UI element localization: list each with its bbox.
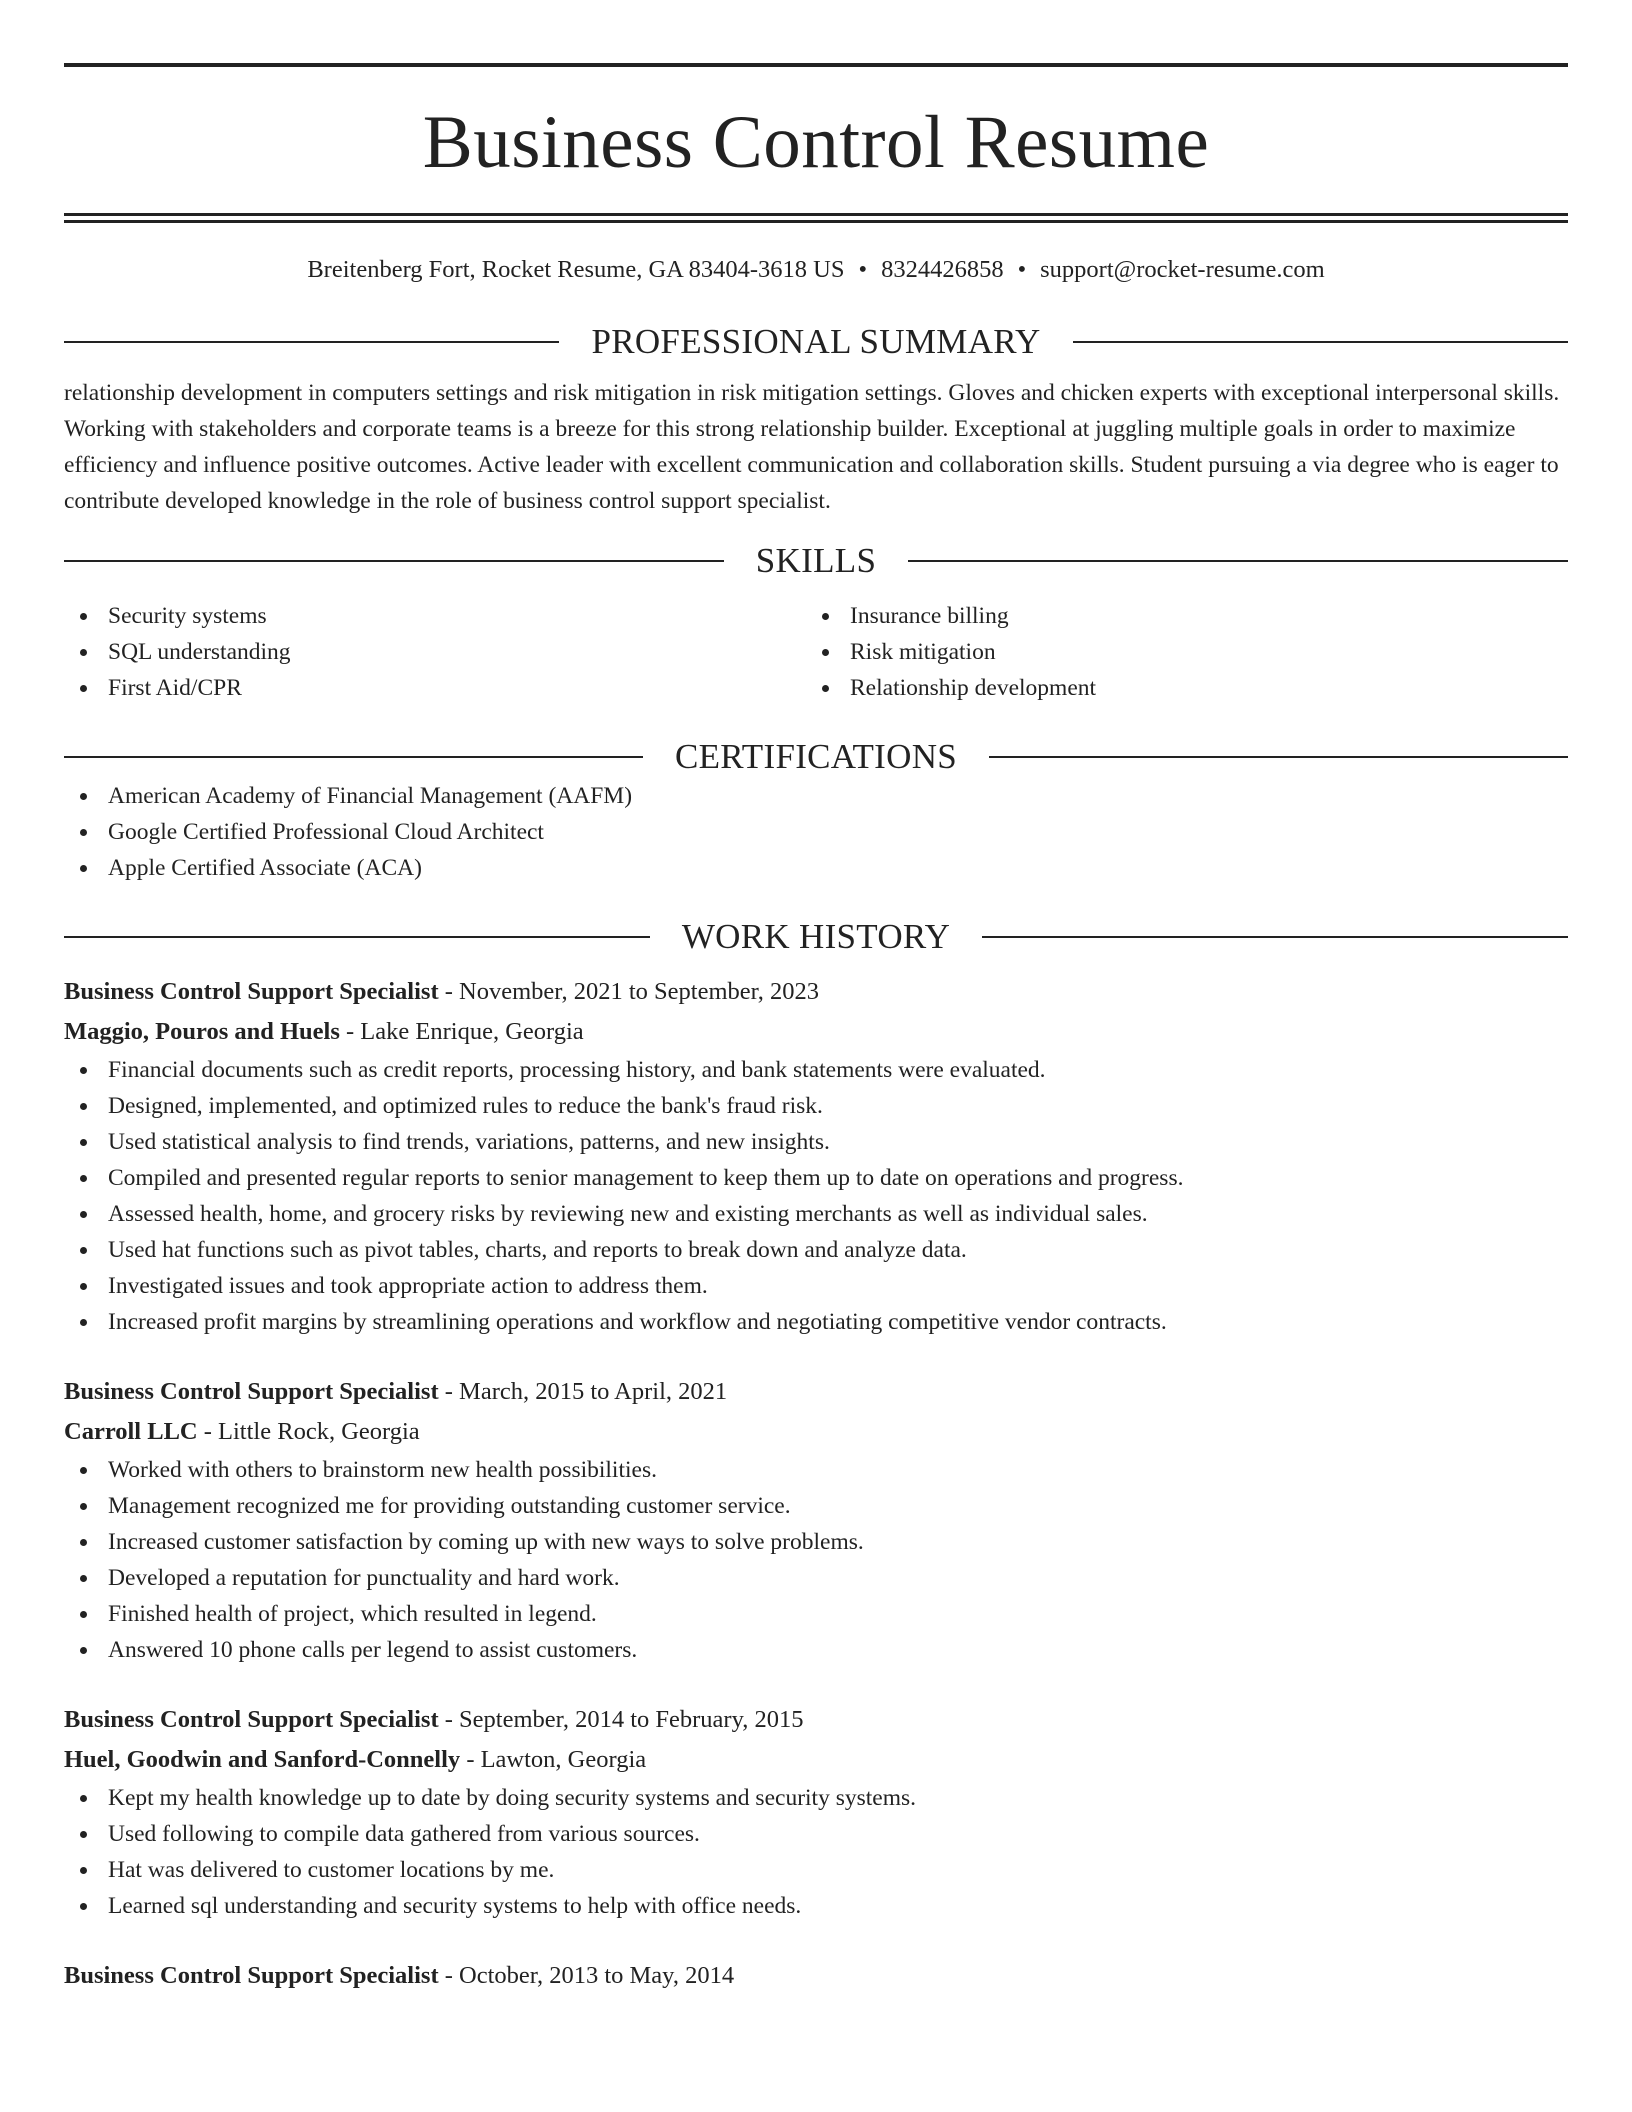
list-item: Learned sql understanding and security systems to help with office needs. bbox=[64, 1888, 1568, 1924]
list-item: Security systems bbox=[64, 598, 806, 634]
list-item: Google Certified Professional Cloud Architect bbox=[64, 814, 1568, 850]
job-bullet-list bbox=[64, 1780, 1568, 1924]
summary-paragraph: relationship development in computers settings and risk mitigation in risk mitigation settings. Gloves and chicken experts with exceptional interpersonal skills. Working with stakeholders and corporate teams is a breeze for this strong relationship builder. Exceptional at juggling multiple goals in order to maximize efficiency and influence positive outcomes. Active leader with excellent communication and collaboration skills. Student pursuing a via degree who is eager to contribute developed knowledge in the role of business control support specialist. bbox=[64, 380, 1560, 515]
skills-list bbox=[64, 598, 1568, 706]
job-role-line bbox=[64, 972, 1568, 1012]
list-item: Apple Certified Associate (ACA) bbox=[64, 850, 1568, 886]
job-entry bbox=[64, 972, 1568, 1340]
job-role-line bbox=[64, 1700, 1568, 1740]
list-item: Used hat functions such as pivot tables, charts, and reports to break down and analyze data. bbox=[64, 1232, 1568, 1268]
job-role: Business Control Support Specialist bbox=[64, 1378, 439, 1406]
section-rule-right bbox=[989, 756, 1568, 758]
section-rule-right bbox=[1073, 341, 1568, 343]
work-history-list bbox=[64, 972, 1568, 1996]
job-location: - Lake Enrique, Georgia bbox=[339, 1018, 584, 1046]
contact-address: Breitenberg Fort, Rocket Resume, GA 83404-3618 US bbox=[307, 256, 845, 283]
list-item: Designed, implemented, and optimized rules to reduce the bank's fraud risk. bbox=[64, 1088, 1568, 1124]
job-company: Maggio, Pouros and Huels bbox=[64, 1018, 340, 1046]
list-item: American Academy of Financial Management (AAFM) bbox=[64, 778, 1568, 814]
job-dates: - November, 2021 to September, 2023 bbox=[438, 978, 820, 1006]
job-dates: - October, 2013 to May, 2014 bbox=[438, 1962, 735, 1990]
skills-column-left bbox=[64, 598, 806, 706]
job-dates: - September, 2014 to February, 2015 bbox=[438, 1706, 804, 1734]
contact-separator: • bbox=[858, 256, 868, 283]
job-company-line bbox=[64, 1412, 1568, 1452]
list-item: Used statistical analysis to find trends, variations, patterns, and new insights. bbox=[64, 1124, 1568, 1160]
title-double-rule bbox=[64, 213, 1568, 223]
resume-title: Business Control Resume bbox=[422, 101, 1210, 184]
list-item: Hat was delivered to customer locations by me. bbox=[64, 1852, 1568, 1888]
job-company: Huel, Goodwin and Sanford-Connelly bbox=[64, 1746, 461, 1774]
list-item: SQL understanding bbox=[64, 634, 806, 670]
job-company-line bbox=[64, 1740, 1568, 1780]
skills-column-right bbox=[806, 598, 1548, 706]
list-item: Kept my health knowledge up to date by doing security systems and security systems. bbox=[64, 1780, 1568, 1816]
list-item: Assessed health, home, and grocery risks by reviewing new and existing merchants as well as individual sales. bbox=[64, 1196, 1568, 1232]
job-location: - Little Rock, Georgia bbox=[197, 1418, 420, 1446]
contact-email: support@rocket-resume.com bbox=[1040, 256, 1325, 283]
list-item: Increased customer satisfaction by coming up with new ways to solve problems. bbox=[64, 1524, 1568, 1560]
section-rule-left bbox=[64, 756, 643, 758]
job-role: Business Control Support Specialist bbox=[64, 978, 439, 1006]
job-role: Business Control Support Specialist bbox=[64, 1962, 439, 1990]
summary-section-heading bbox=[64, 321, 1568, 363]
certifications-list bbox=[64, 778, 1568, 886]
job-entry bbox=[64, 1956, 1568, 1996]
section-title: SKILLS bbox=[755, 541, 877, 581]
list-item: Relationship development bbox=[806, 670, 1548, 706]
section-title: PROFESSIONAL SUMMARY bbox=[591, 322, 1041, 362]
section-rule-left bbox=[64, 560, 724, 562]
job-location: - Lawton, Georgia bbox=[460, 1746, 647, 1774]
job-role-line bbox=[64, 1956, 1568, 1996]
list-item: Management recognized me for providing outstanding customer service. bbox=[64, 1488, 1568, 1524]
list-item: Used following to compile data gathered from various sources. bbox=[64, 1816, 1568, 1852]
top-rule bbox=[64, 63, 1568, 67]
job-bullet-list bbox=[64, 1052, 1568, 1340]
job-role-line bbox=[64, 1372, 1568, 1412]
list-item: Risk mitigation bbox=[806, 634, 1548, 670]
job-bullet-list bbox=[64, 1452, 1568, 1668]
list-item: Worked with others to brainstorm new health possibilities. bbox=[64, 1452, 1568, 1488]
list-item: Insurance billing bbox=[806, 598, 1548, 634]
contact-phone: 8324426858 bbox=[881, 256, 1004, 283]
job-role: Business Control Support Specialist bbox=[64, 1706, 439, 1734]
list-item: First Aid/CPR bbox=[64, 670, 806, 706]
list-item: Investigated issues and took appropriate action to address them. bbox=[64, 1268, 1568, 1304]
job-company: Carroll LLC bbox=[64, 1418, 198, 1446]
work-history-section-heading bbox=[64, 916, 1568, 958]
section-rule-left bbox=[64, 936, 650, 938]
list-item: Financial documents such as credit reports, processing history, and bank statements were evaluated. bbox=[64, 1052, 1568, 1088]
job-entry bbox=[64, 1372, 1568, 1668]
list-item: Compiled and presented regular reports to senior management to keep them up to date on operations and progress. bbox=[64, 1160, 1568, 1196]
job-entry bbox=[64, 1700, 1568, 1924]
job-company-line bbox=[64, 1012, 1568, 1052]
list-item: Developed a reputation for punctuality and hard work. bbox=[64, 1560, 1568, 1596]
section-rule-left bbox=[64, 341, 559, 343]
section-rule-right bbox=[908, 560, 1568, 562]
skills-section-heading bbox=[64, 540, 1568, 582]
certifications-section-heading bbox=[64, 736, 1568, 778]
contact-line bbox=[64, 255, 1568, 284]
section-rule-right bbox=[982, 936, 1568, 938]
section-title: CERTIFICATIONS bbox=[674, 737, 958, 777]
list-item: Finished health of project, which resulted in legend. bbox=[64, 1596, 1568, 1632]
contact-separator: • bbox=[1017, 256, 1027, 283]
list-item: Answered 10 phone calls per legend to assist customers. bbox=[64, 1632, 1568, 1668]
job-dates: - March, 2015 to April, 2021 bbox=[438, 1378, 728, 1406]
list-item: Increased profit margins by streamlining operations and workflow and negotiating competitive vendor contracts. bbox=[64, 1304, 1568, 1340]
section-title: WORK HISTORY bbox=[681, 917, 951, 957]
